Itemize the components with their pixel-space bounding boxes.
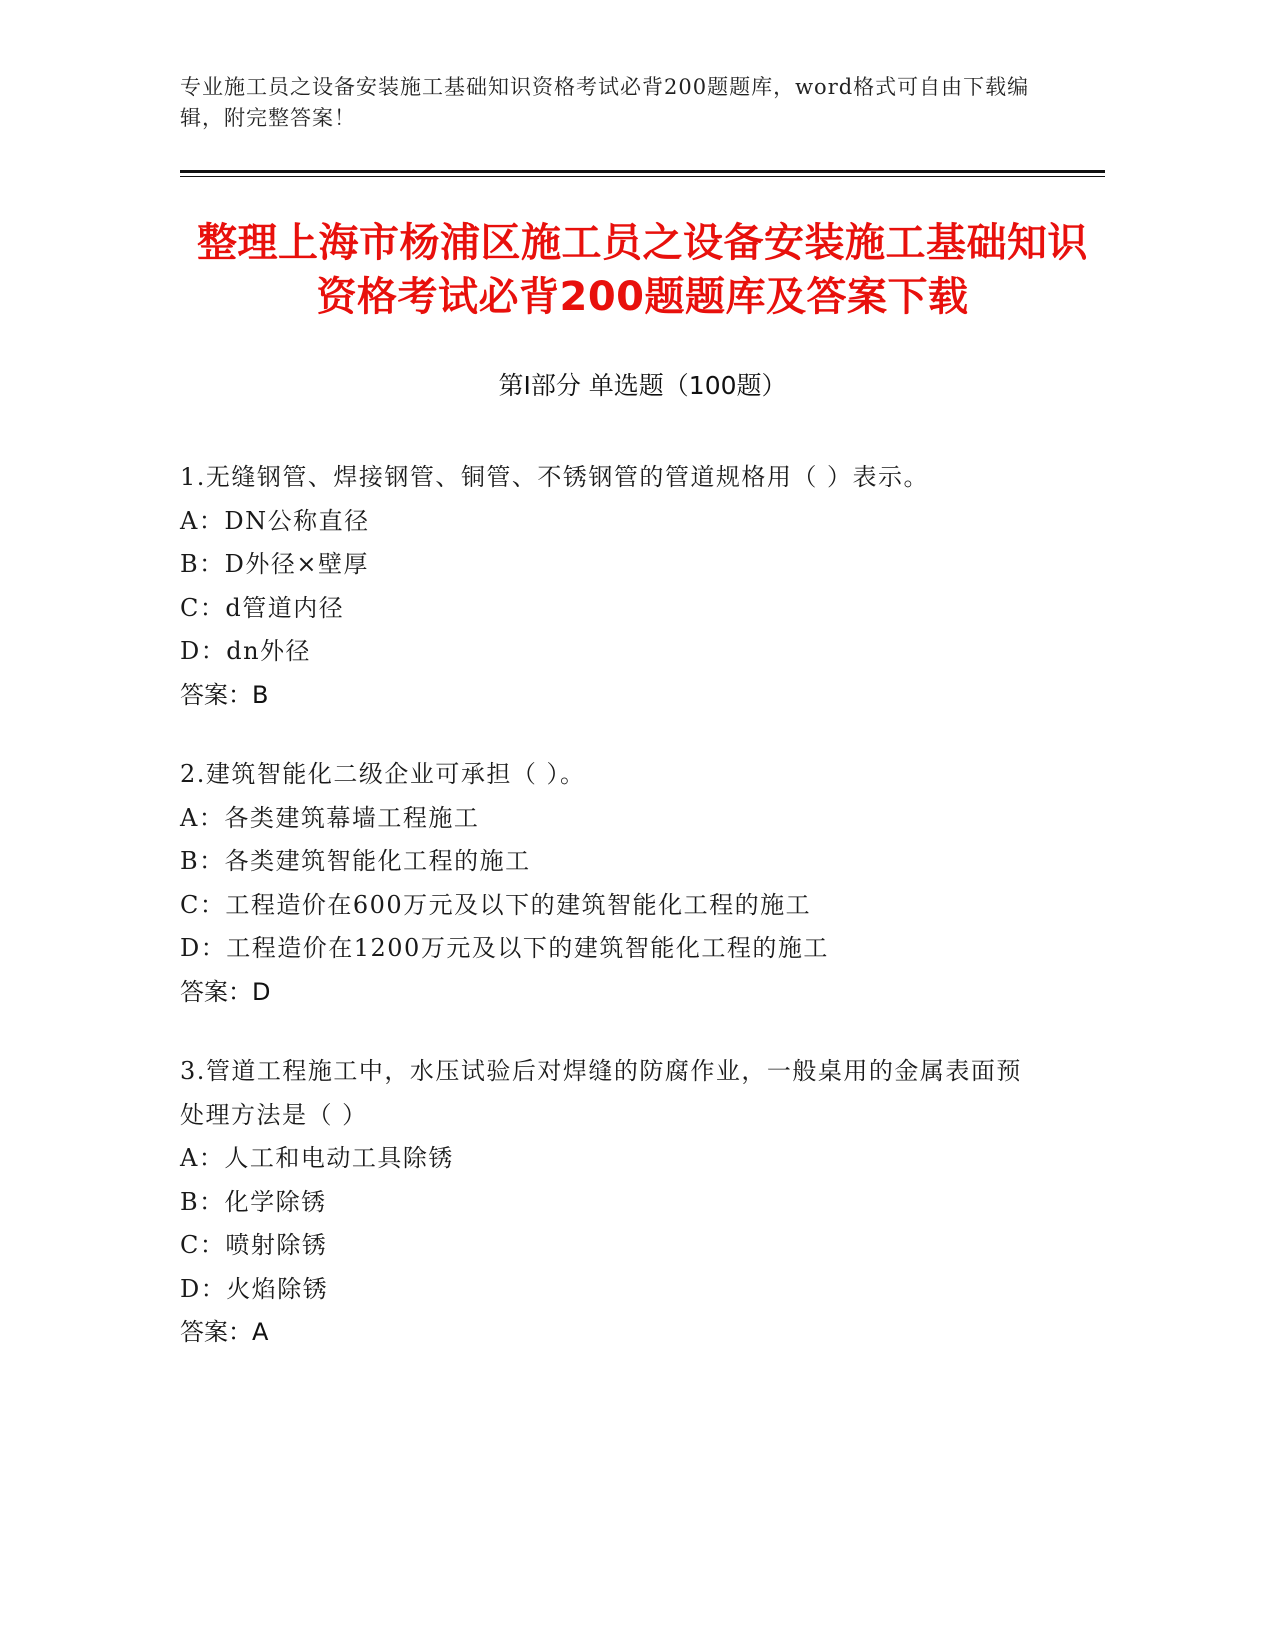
option-c: C：d管道内径 [180,593,345,622]
header-rule-thick [180,170,1105,173]
header-rule-thin [180,176,1105,177]
document-title: 整理上海市杨浦区施工员之设备安装施工基础知识资格考试必背200题题库及答案下载 [197,220,1088,320]
question-stem: 1.无缝钢管、焊接钢管、铜管、不锈钢管的管道规格用（ ）表示。 [180,463,930,491]
question-3 [180,1050,1105,1355]
option-a: A：DN公称直径 [180,506,370,535]
question-list [180,456,1105,1391]
answer: 答案：D [180,977,271,1006]
question-stem: 3.管道工程施工中，水压试验后对焊缝的防腐作业，一般桌用的金属表面预处理方法是（ ） [180,1057,1022,1129]
option-d: D：dn外径 [180,637,312,665]
option-d: D：火焰除锈 [180,1274,329,1303]
option-a: A：各类建筑幕墙工程施工 [180,803,480,832]
header-note: 专业施工员之设备安装施工基础知识资格考试必背200题题库，word格式可自由下载编辑，附完整答案！ [180,75,1030,130]
question-2 [180,753,1105,1014]
option-b: B：D外径×壁厚 [180,550,369,578]
option-c: C：喷射除锈 [180,1231,328,1259]
section-heading: 第Ⅰ部分 单选题（100题） [498,371,787,400]
option-b: B：化学除锈 [180,1187,327,1216]
question-1 [180,456,1105,717]
option-c: C：工程造价在600万元及以下的建筑智能化工程的施工 [180,890,812,919]
answer: 答案：B [180,680,269,709]
answer: 答案：A [180,1318,269,1346]
option-d: D：工程造价在1200万元及以下的建筑智能化工程的施工 [180,934,829,962]
option-a: A：人工和电动工具除锈 [180,1144,454,1172]
question-stem: 2.建筑智能化二级企业可承担（ ）。 [180,760,586,788]
option-b: B：各类建筑智能化工程的施工 [180,847,531,875]
